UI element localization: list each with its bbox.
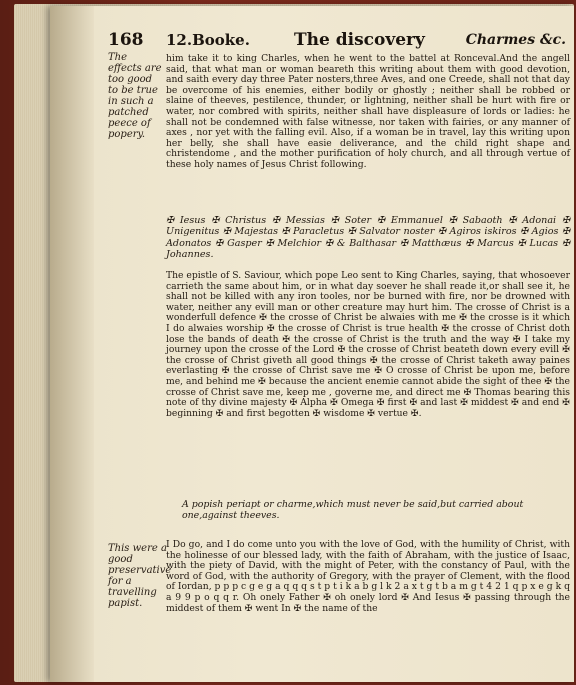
page-header bbox=[108, 30, 576, 52]
paragraph-angel: him take it to king Charles, when he went to the battel at Ronceval.And the angell said, that what man or woman beareth this writing about them with good devotion, and saith every day three Pater nosters,three Aves, and one Creede, shall not that day be overcome of his enemies, either bodily or ghostly ; neither shall be robbed or slaine of theeves, pestilence, thunder, or lightning, neither shall be hurt with fire or water, nor combred with spirits, neither shall have displeasure of lords or ladies: he shall not be condemned with false witnesse, nor taken with fairies, or any manner of axes , nor yet with the falling evil. Also, if a woman be in travel, lay this writing upon her belly, she shall have easie deliverance, and the child right shape and christendome , and the mother purification of holy church, and all through vertue of these holy names of Jesus Christ following. bbox=[166, 53, 570, 170]
paragraph-charm: I Do go, and I do come unto you with the love of God, with the humility of Christ, with the holinesse of our blessed lady, with the faith of Abraham, with the justice of Isaac, with the piety of David, with the might of Peter, with the constancy of Paul, with the word of God, with the authority of Gregory, with the prayer of Clement, with the flood of Iordan, p p p c g e g a q q q s t p t i k a b g l k 2 a x t g t b a m g t 4 2 1 q p x e g k q a 9 9 p o q q r. Oh onely Father ✠ oh onely lord ✠ And Iesus ✠ passing through the middest of them ✠ went In ✠ the name of the bbox=[166, 539, 570, 614]
section-heading: A popish periapt or charme,which must never be said,but carried about one,against theeves. bbox=[182, 499, 524, 521]
margin-note-preservative: This were a good preservative for a travelling papist. bbox=[108, 543, 172, 609]
holy-names-line: ✠ Iesus ✠ Christus ✠ Messias ✠ Soter ✠ Emmanuel ✠ Sabaoth ✠ Adonai ✠ Unigenitus ✠ Majestas ✠ Paracletus ✠ Salvator noster ✠ Agiros iskiros ✠ Agios ✠ Adonatos ✠ Gasper ✠ Melchior ✠ & Balthasar ✠ Matthæus ✠ Marcus ✠ Lucas ✠ Johannes. bbox=[166, 215, 570, 261]
paragraph-epistle: The epistle of S. Saviour, which pope Leo sent to King Charles, saying, that whosoever carrieth the same about him, or in what day soever he shall reade it,or shall see it, he shall not be killed with any iron tooles, nor be burned with fire, nor be drowned with water, neither any evill man or other creature may hurt him. The crosse of Christ is a wonderfull defence ✠ the crosse of Christ be alwaies with me ✠ the crosse is it which I do alwaies worship ✠ the crosse of Christ is true health ✠ the crosse of Christ doth lose the bands of death ✠ the crosse of Christ is the truth and the way ✠ I take my journey upon the crosse of the Lord ✠ the crosse of Christ beateth down every evill ✠ the crosse of Christ giveth all good things ✠ the crosse of Christ taketh away paines everlasting ✠ the crosse of Christ save me ✠ O crosse of Christ be upon me, before me, and behind me ✠ because the ancient enemie cannot abide the sight of thee ✠ the crosse of Christ save me, keep me , governe me, and direct me ✠ Thomas bearing this note of thy divine majesty ✠ Alpha ✠ Omega ✠ first ✠ and last ✠ middest ✠ and end ✠ beginning ✠ and first begotten ✠ wisdome ✠ vertue ✠. bbox=[166, 270, 570, 419]
margin-note-effects: The effects are too good to be true in such a patched peece of popery. bbox=[108, 52, 162, 140]
page-gutter bbox=[50, 6, 94, 682]
catchword: Charmes &c. bbox=[465, 32, 566, 48]
book-label: 12.Booke. bbox=[166, 31, 250, 49]
page-number: 168 bbox=[108, 30, 144, 50]
running-title: The discovery bbox=[294, 30, 425, 50]
